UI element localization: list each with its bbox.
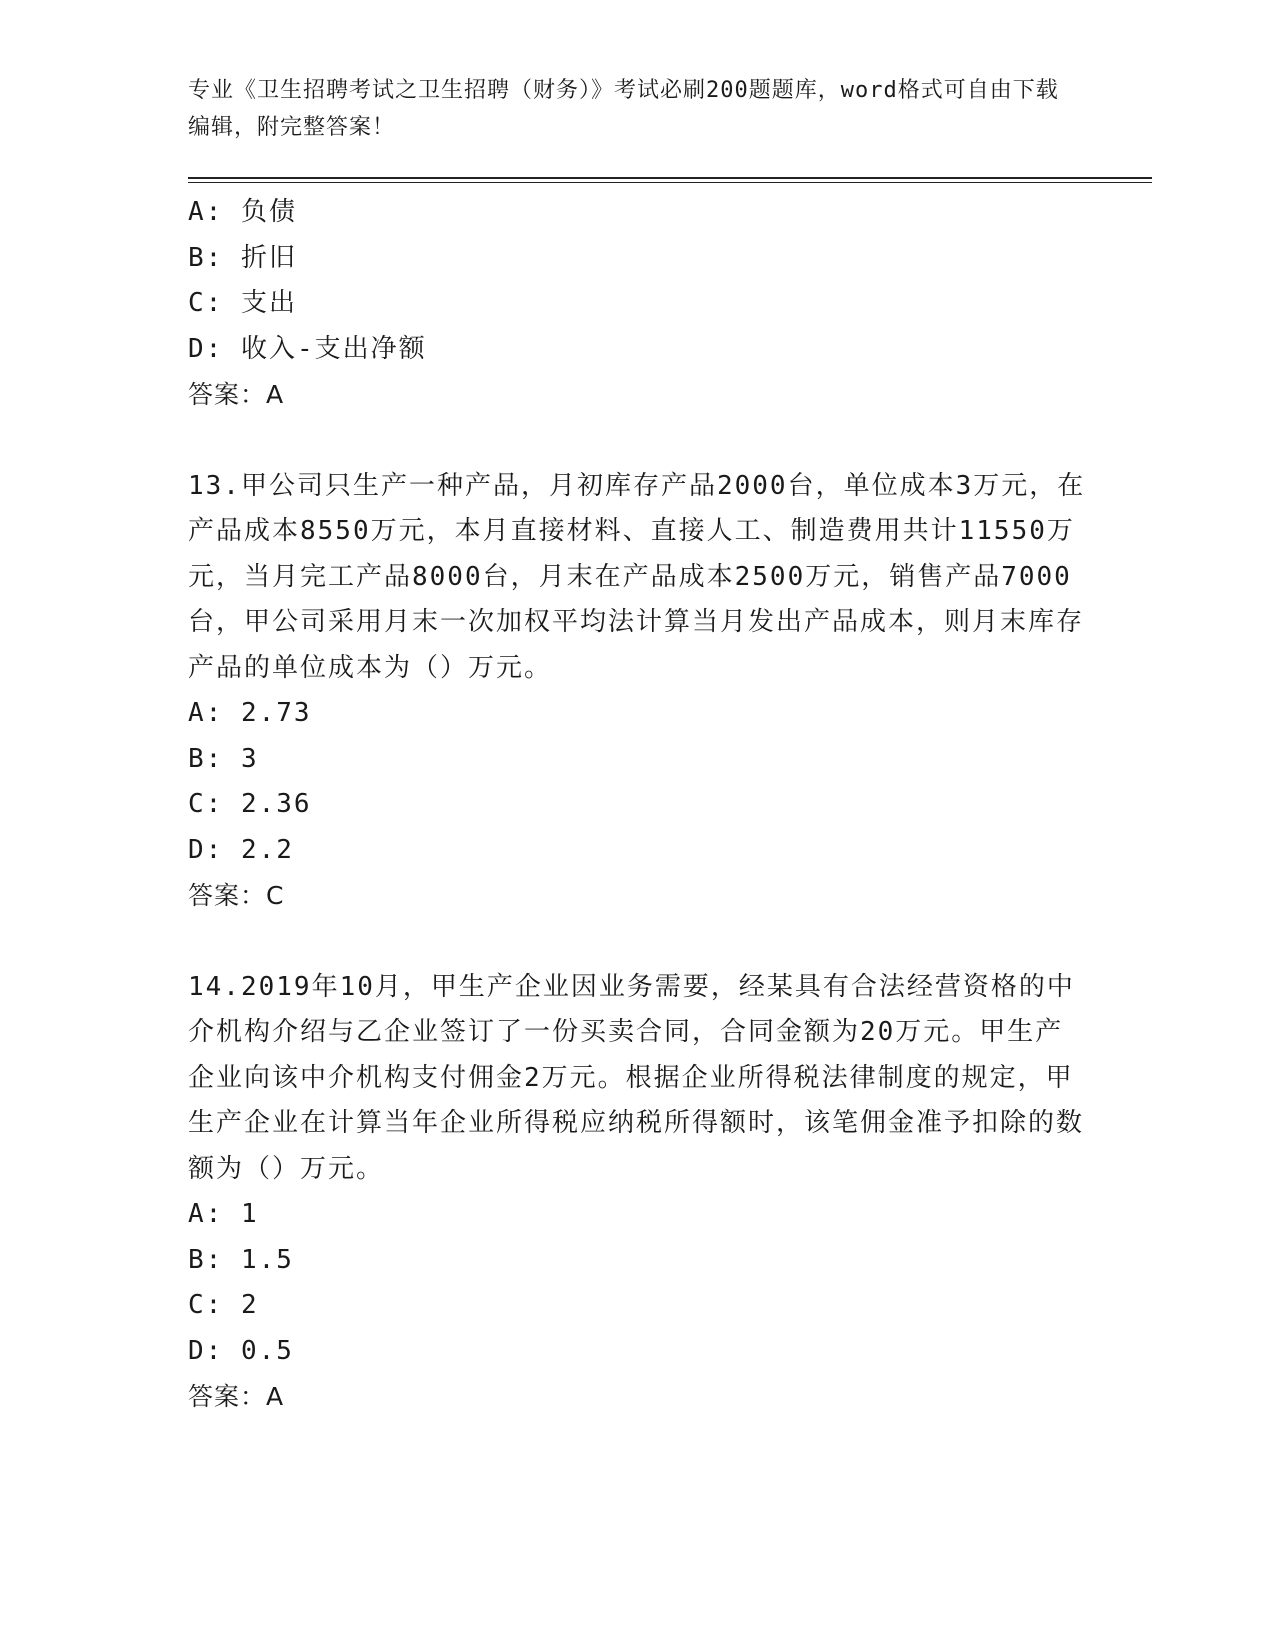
- option-c: C: 2.36: [188, 789, 312, 819]
- header-divider-thin: [188, 182, 1152, 183]
- option-d: D: 0.5: [188, 1335, 294, 1366]
- header-divider-thick: [188, 177, 1152, 179]
- option-c: C: 支出: [188, 288, 297, 318]
- question-14: [188, 965, 1088, 1420]
- question-text: 13.甲公司只生产一种产品，月初库存产品2000台，单位成本3万元，在产品成本8550万元，本月直接材料、直接人工、制造费用共计11550万元，当月完工产品8000台，月末在产品成本2500万元，销售产品7000台，甲公司采用月末一次加权平均法计算当月发出产品成本，则月末库存产品的单位成本为（）万元。: [188, 470, 1086, 683]
- document-header: 专业《卫生招聘考试之卫生招聘（财务）》考试必刷200题题库，word格式可自由下载编辑，附完整答案！: [188, 78, 1059, 140]
- option-b: B: 1.5: [188, 1244, 294, 1275]
- option-b: B: 3: [188, 743, 259, 774]
- option-d: D: 收入-支出净额: [188, 333, 427, 364]
- answer-line: 答案：C: [188, 881, 285, 910]
- question-text: 14.2019年10月，甲生产企业因业务需要，经某具有合法经营资格的中介机构介绍与乙企业签订了一份买卖合同，合同金额为20万元。甲生产企业向该中介机构支付佣金2万元。根据企业所得税法律制度的规定，甲生产企业在计算当年企业所得税应纳税所得额时，该笔佣金准予扣除的数额为（）万元。: [188, 971, 1085, 1184]
- answer-line: 答案：A: [188, 380, 285, 409]
- question-13: [188, 464, 1088, 919]
- option-a: A: 负债: [188, 197, 297, 227]
- question-12-tail: [188, 190, 1088, 418]
- document-body: [188, 190, 1088, 1420]
- option-c: C: 2: [188, 1290, 259, 1320]
- option-b: B: 折旧: [188, 242, 297, 273]
- option-a: A: 2.73: [188, 698, 312, 728]
- option-a: A: 1: [188, 1199, 259, 1229]
- answer-line: 答案：A: [188, 1382, 285, 1411]
- option-d: D: 2.2: [188, 834, 294, 865]
